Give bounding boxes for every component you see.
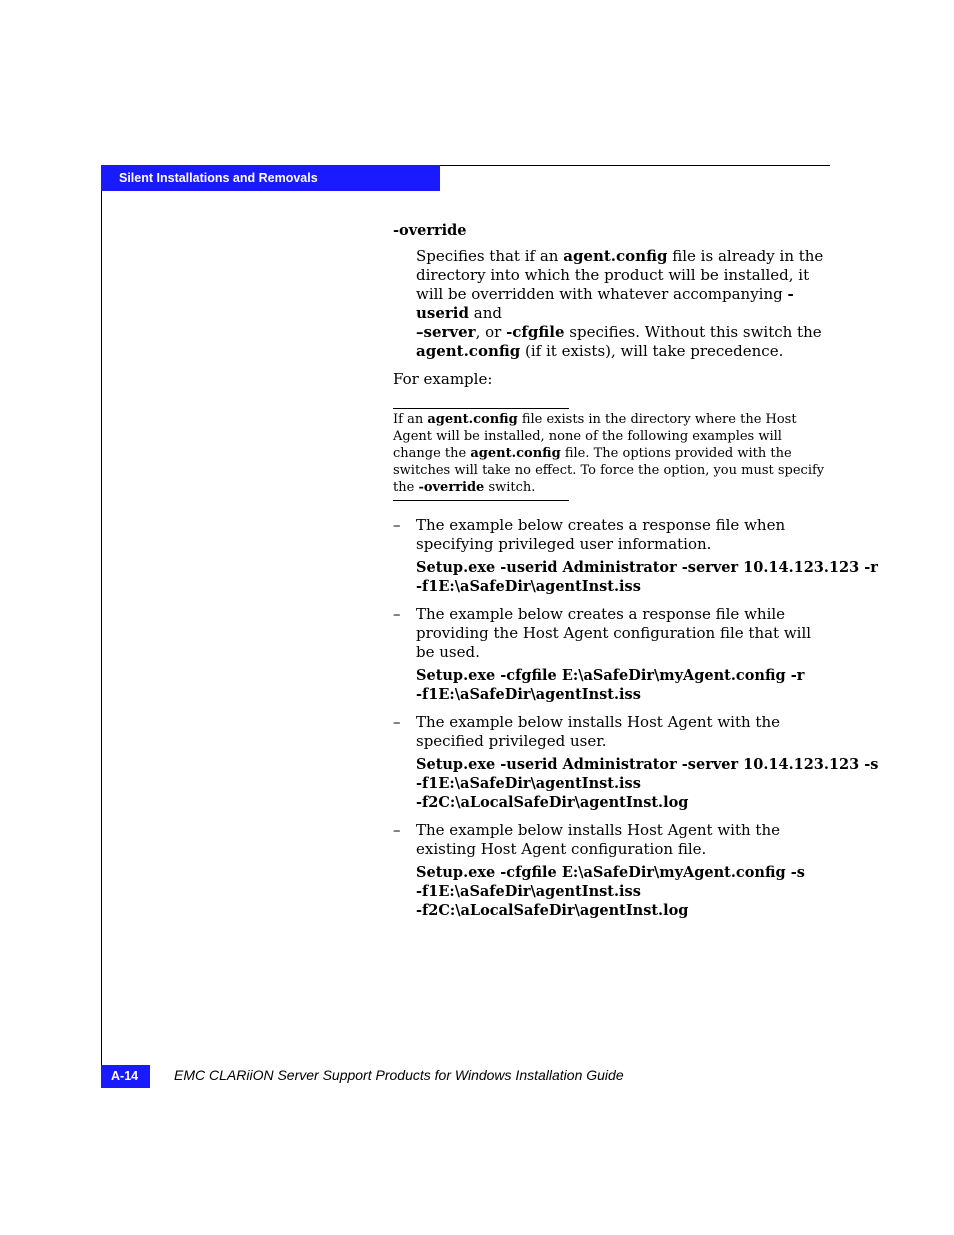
desc-keyword: -cfgfile <box>506 323 565 341</box>
note-keyword: -override <box>418 480 485 495</box>
example-list <box>393 516 879 920</box>
example-item <box>393 516 878 596</box>
note-rule-bottom <box>393 500 569 501</box>
example-description: The example below creates a response file while providing the Host Agent configuration file that will be used. <box>416 605 812 661</box>
desc-keyword: –server <box>416 323 476 341</box>
note-block <box>393 408 833 501</box>
bullet-dash: – <box>393 821 401 839</box>
example-command <box>416 666 833 704</box>
page-number-badge <box>101 1065 150 1088</box>
example-item <box>393 713 879 812</box>
main-content <box>393 222 879 929</box>
option-term: -override <box>393 222 467 239</box>
note-text <box>393 409 833 500</box>
example-command <box>416 558 878 596</box>
note-text-part: file. The options provided with the switches will take no effect. To force the option, you must specify the <box>393 446 825 495</box>
page-number: A-14 <box>111 1069 139 1083</box>
note-text-part: file exists in the directory where the Host Agent will be installed, none of the following examples will change the <box>393 412 797 461</box>
section-title: Silent Installations and Removals <box>119 171 318 185</box>
example-item <box>393 605 833 704</box>
bullet-dash: – <box>393 605 401 623</box>
command-line: -f1E:\aSafeDir\agentInst.iss <box>416 883 641 900</box>
example-description: The example below installs Host Agent with the existing Host Agent configuration file. <box>416 821 780 858</box>
desc-keyword: -userid <box>416 285 794 322</box>
bullet-dash: – <box>393 516 401 534</box>
example-command <box>416 755 879 812</box>
example-item <box>393 821 833 920</box>
desc-text: file is already in the directory into which the product will be installed, it will be overridden with whatever accompanying <box>416 247 824 303</box>
command-line: -f1E:\aSafeDir\agentInst.iss <box>416 578 641 595</box>
note-keyword: agent.config <box>470 446 561 461</box>
lead-in-text: For example: <box>393 370 493 388</box>
command-line: Setup.exe -cfgfile E:\aSafeDir\myAgent.config -s <box>416 864 805 881</box>
note-text-part: switch. <box>484 480 536 495</box>
desc-text: Specifies that if an <box>416 247 564 265</box>
command-line: -f2C:\aLocalSafeDir\agentInst.log <box>416 902 689 919</box>
example-description: The example below creates a response file when specifying privileged user information. <box>416 516 786 553</box>
left-margin-rule <box>101 165 102 1088</box>
command-line: -f2C:\aLocalSafeDir\agentInst.log <box>416 794 689 811</box>
desc-text: specifies. Without this switch the <box>564 323 822 341</box>
desc-keyword: agent.config <box>563 247 668 265</box>
note-keyword: agent.config <box>427 412 518 427</box>
note-text-part: If an <box>393 412 428 427</box>
desc-text: and <box>468 304 502 322</box>
bullet-dash: – <box>393 713 401 731</box>
example-description: The example below installs Host Agent with the specified privileged user. <box>416 713 780 750</box>
option-description <box>416 247 833 361</box>
command-line: -f1E:\aSafeDir\agentInst.iss <box>416 686 641 703</box>
section-header-tab <box>101 165 440 191</box>
desc-text: , or <box>475 323 507 341</box>
command-line: -f1E:\aSafeDir\agentInst.iss <box>416 775 641 792</box>
command-line: Setup.exe -cfgfile E:\aSafeDir\myAgent.config -r <box>416 667 805 684</box>
desc-keyword: agent.config <box>416 342 521 360</box>
command-line: Setup.exe -userid Administrator -server 10.14.123.123 -s <box>416 756 879 773</box>
example-command <box>416 863 833 920</box>
desc-text: (if it exists), will take precedence. <box>520 342 784 360</box>
footer-doc-title: EMC CLARiiON Server Support Products for Windows Installation Guide <box>174 1067 624 1083</box>
command-line: Setup.exe -userid Administrator -server 10.14.123.123 -r <box>416 559 878 576</box>
